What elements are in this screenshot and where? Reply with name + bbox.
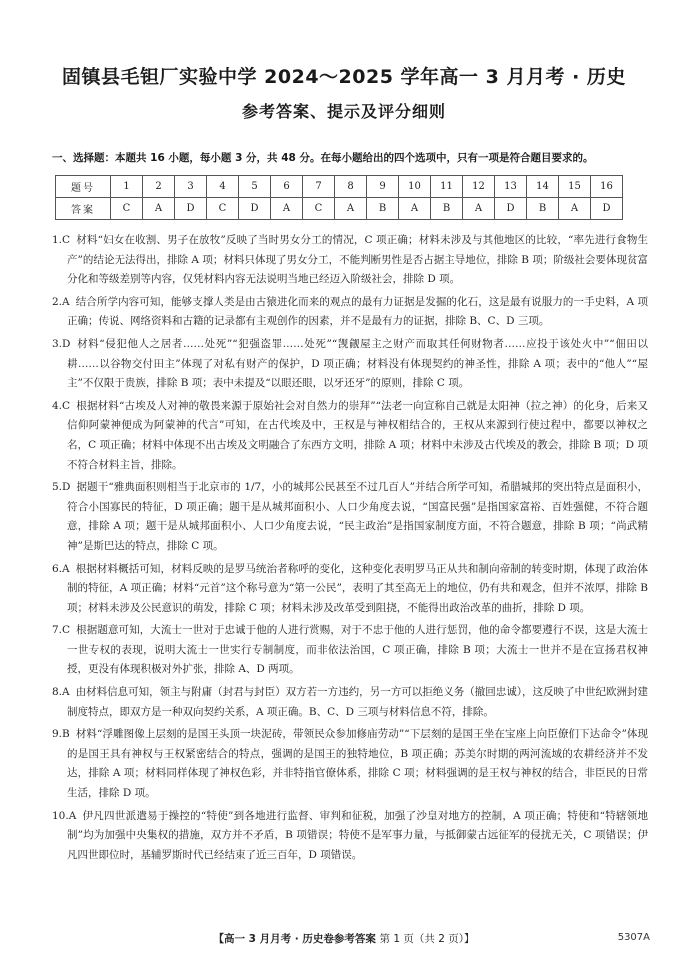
item-number: 3.	[52, 337, 63, 350]
item-answer: D	[62, 337, 71, 350]
document-title: 固镇县毛钽厂实验中学 2024～2025 学年高一 3 月月考 · 历史	[62, 66, 626, 88]
item-text: 材料“侵犯他人之居者……处死”“犯强盗罪……处死”“觊觎屋主之财产而取其任何财物者……应投于该处火中”“佃田以耕……以谷物交付田主”体现了对私有财产的保护，D 项正确；材料没有体现契约的神圣性，排除 A 项；表中的“他人”“屋主”不仅限于贵族，排除 B 项；表中未提及“以眼还眼，以牙还牙”的原则，排除 C 项。	[67, 337, 648, 390]
answer-cell: A	[143, 198, 175, 220]
item-answer: D	[62, 481, 71, 494]
item-answer: C	[62, 399, 71, 412]
item-answer: C	[62, 624, 71, 637]
question-number: 5	[239, 176, 271, 198]
explanation-item	[52, 807, 648, 866]
section-heading: 一、选择题：本题共 16 小题，每小题 3 分，共 48 分。在每小题给出的四个选项中，只有一项是符合题目要求的。	[52, 152, 594, 164]
explanation-item	[52, 397, 648, 475]
answer-cell: D	[175, 198, 207, 220]
item-answer: B	[62, 728, 70, 741]
item-text: 根据材料概括可知，材料反映的是罗马统治者称呼的变化，这种变化表明罗马正从共和制向帝制的转变时期，体现了政治体制的特征，A 项正确；材料“元首”这个称号意为“第一公民”，表明了其至高无上的地位，仍有共和观念，但并不浓厚，排除 B 项；材料未涉及公民意识的萌发，排除 C 项；材料未涉及改革受到阻挠，不能得出政治改革的曲折，排除 D 项。	[67, 562, 648, 614]
footer-label: 【高一 3 月月考 · 历史卷参考答案	[213, 933, 376, 945]
answer-cell: D	[495, 198, 527, 220]
answer-row	[56, 198, 623, 220]
question-number: 12	[463, 176, 495, 198]
question-number: 9	[367, 176, 399, 198]
question-number: 14	[527, 176, 559, 198]
answer-cell: A	[559, 198, 591, 220]
item-number: 10.	[52, 809, 69, 822]
answer-cell: D	[239, 198, 271, 220]
question-number: 15	[559, 176, 591, 198]
answer-cell: C	[303, 198, 335, 220]
item-text: 根据材料“古埃及人对神的敬畏来源于原始社会对自然力的崇拜”“法老一向宣称自己就是太阳神（拉之神）的化身，后来又信仰阿蒙神便成为阿蒙神的代言”可知，在古代埃及中，王权是与神权相结合的，王权从来源到行使过程中，都要以神权之名，C 项正确；材料中体现不出古埃及文明融合了东西方文明，排除 A 项；材料中未涉及古代埃及的教会，排除 B 项；D 项不符合材料主旨，排除。	[67, 399, 648, 471]
item-answer: A	[68, 809, 77, 822]
question-number: 2	[143, 176, 175, 198]
item-text: 据题干“雅典面积则相当于北京市的 1/7，小的城邦公民甚至不过几百人”并结合所学可知，希腊城邦的突出特点是面积小，符合小国寡民的特征，D 项正确；题干是从城邦面积小、人口少角度去说，“国富民强”是指国家富裕、百姓强健，不符合题意，排除 A 项；题干是从城邦面积小、人口少角度去说，“民主政治”是指国家制度方面，不符合题意，排除 B 项；“尚武精神”是斯巴达的特点，排除 C 项。	[67, 481, 648, 552]
item-text: 材料“妇女在收割、男子在放牧”反映了当时男女分工的情况，C 项正确；材料未涉及与其他地区的比较，“率先进行食物生产”的结论无法得出，排除 A 项；材料只体现了男女分工，不能判断男性是否占据主导地位，排除 B 项；阶级社会要体现贫富分化和等级差别等内容，仅凭材料内容无法说明当地已经迈入阶级社会，排除 D 项。	[67, 234, 648, 286]
item-answer: A	[62, 295, 70, 308]
item-number: 6.	[52, 562, 63, 575]
explanation-item	[52, 293, 648, 332]
explanation-item	[52, 621, 648, 680]
row-label-answer: 答案	[56, 198, 111, 220]
question-number: 16	[591, 176, 623, 198]
item-number: 7.	[52, 624, 63, 637]
answer-cell: C	[111, 198, 143, 220]
explanation-item	[52, 478, 648, 556]
question-number: 13	[495, 176, 527, 198]
item-number: 9.	[52, 728, 63, 741]
page-footer	[0, 931, 688, 946]
explanation-item	[52, 683, 648, 722]
answer-cell: A	[463, 198, 495, 220]
question-number: 7	[303, 176, 335, 198]
item-text: 伊凡四世派遣易于操控的“特使”到各地进行监督、审判和征税，加强了沙皇对地方的控制，A 项正确；特使和“特辖领地制”均为加强中央集权的措施，双方并不矛盾，B 项错误；特使不是军事力量，与抵御蒙古远征军的侵扰无关，C 项错误；伊凡四世即位时，基辅罗斯时代已经结束了近三百年，D 项错误。	[67, 809, 648, 861]
explanation-item	[52, 560, 648, 619]
explanation-item	[52, 335, 648, 394]
explanation-item	[52, 231, 648, 290]
footer-page-number: 第 1 页（共 2 页）】	[379, 933, 475, 945]
answer-table	[55, 175, 623, 220]
answer-cell: D	[591, 198, 623, 220]
paper-code: 5307A	[617, 932, 650, 943]
document-subtitle: 参考答案、提示及评分细则	[241, 102, 446, 121]
question-number: 1	[111, 176, 143, 198]
answer-cell: A	[271, 198, 303, 220]
answer-cell: A	[399, 198, 431, 220]
question-number-row	[56, 176, 623, 198]
item-answer: A	[62, 562, 70, 575]
question-number: 8	[335, 176, 367, 198]
item-number: 2.	[52, 295, 63, 308]
question-number: 3	[175, 176, 207, 198]
answer-cell: B	[431, 198, 463, 220]
explanation-list	[52, 231, 648, 868]
question-number: 11	[431, 176, 463, 198]
item-number: 8.	[52, 686, 63, 699]
answer-cell: B	[367, 198, 399, 220]
answer-cell: C	[207, 198, 239, 220]
explanation-item	[52, 725, 648, 803]
question-number: 6	[271, 176, 303, 198]
question-number: 4	[207, 176, 239, 198]
item-text: 结合所学内容可知，能够支撑人类是由古猿进化而来的观点的最有力证据是发掘的化石，这是最有说服力的一手史料，A 项正确；传说、网络资料和古籍的记录都有主观创作的因素，并不是最有力的证据，排除 B、C、D 三项。	[67, 295, 648, 328]
item-text: 根据题意可知，大流士一世对于忠诚于他的人进行赏赐，对于不忠于他的人进行惩罚，他的命令都要遵行不误，这是大流士一世专权的表现，说明大流士一世实行专制制度，而非依法治国，C 项正确，排除 B 项；大流士一世并不是在宣扬君权神授，更没有体现积极对外扩张，排除 A、D 两项。	[67, 624, 648, 676]
row-label-question: 题号	[56, 176, 111, 198]
question-number: 10	[399, 176, 431, 198]
item-number: 5.	[52, 481, 63, 494]
answer-cell: A	[335, 198, 367, 220]
item-answer: C	[62, 234, 71, 246]
item-text: 由材料信息可知，领主与附庸（封君与封臣）双方若一方违约，另一方可以拒绝义务（撤回忠诚），这反映了中世纪欧洲封建制度特点，即双方是一种双向契约关系，A 项正确。B、C、D 三项与材料信息不符，排除。	[67, 686, 648, 718]
item-number: 1.	[52, 234, 63, 246]
item-text: 材料“浮雕图像上层刻的是国王头顶一块泥砖，带领民众参加修庙劳动”“下层刻的是国王坐在宝座上向臣僚们下达命令”体现的是国王具有神权与王权紧密结合的特点，强调的是国王的独特地位，B 项正确；苏美尔时期的两河流域的农耕经济并不发达，排除 A 项；材料同样体现了神权色彩，并非特指官僚体系，排除 C 项；材料强调的是王权与神权的结合，非臣民的日常生活，排除 D 项。	[67, 728, 648, 800]
answer-cell: B	[527, 198, 559, 220]
item-answer: A	[62, 686, 70, 699]
item-number: 4.	[52, 399, 63, 412]
